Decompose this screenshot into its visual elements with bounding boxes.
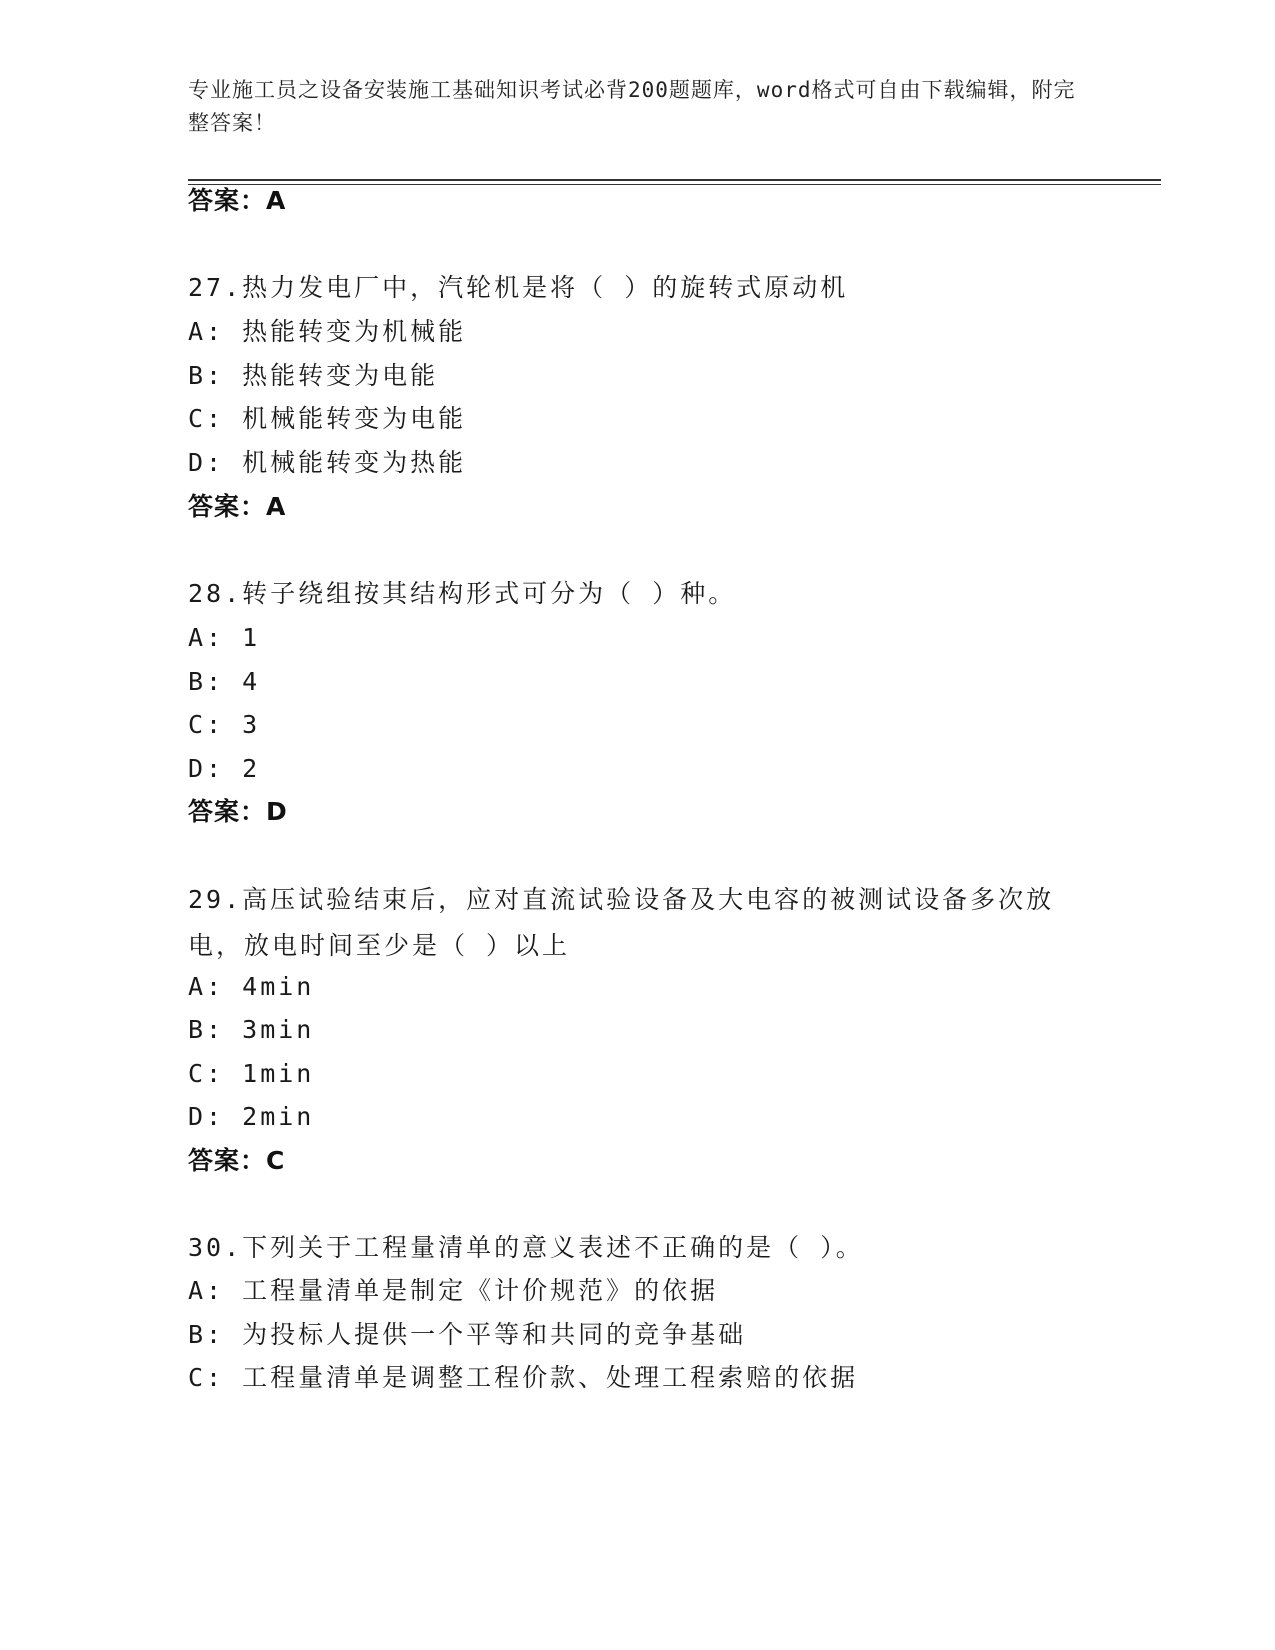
question-stem: 28.转子绕组按其结构形式可分为（ ）种。 (188, 579, 737, 608)
option-c: C: 1min (188, 1059, 315, 1088)
option-a: A: 1 (188, 623, 261, 652)
document-header: 专业施工员之设备安装施工基础知识考试必背200题题库，word格式可自由下载编辑，附完整答案！ (188, 78, 1076, 135)
header-divider (188, 179, 1161, 181)
answer-line: 答案：C (188, 1146, 286, 1175)
option-b: B: 4 (188, 667, 261, 696)
option-a: A: 热能转变为机械能 (188, 317, 467, 346)
option-d: D: 2min (188, 1102, 315, 1131)
option-b: B: 热能转变为电能 (188, 361, 439, 390)
answer-line: 答案：A (188, 492, 287, 521)
question-stem: 27.热力发电厂中，汽轮机是将（ ）的旋转式原动机 (188, 273, 849, 302)
option-a: A: 工程量清单是制定《计价规范》的依据 (188, 1276, 719, 1305)
option-c: C: 3 (188, 710, 261, 739)
question-stem: 30.下列关于工程量清单的意义表述不正确的是（ ）。 (188, 1233, 864, 1262)
answer-line: 答案：D (188, 797, 288, 826)
option-d: D: 2 (188, 754, 261, 783)
header-divider-thin (188, 184, 1161, 185)
question-stem: 29.高压试验结束后，应对直流试验设备及大电容的被测试设备多次放电，放电时间至少是（ ）以上 (188, 885, 1055, 960)
answer-line: 答案：A (188, 186, 287, 215)
option-b: B: 为投标人提供一个平等和共同的竞争基础 (188, 1320, 747, 1349)
option-c: C: 机械能转变为电能 (188, 404, 467, 433)
option-b: B: 3min (188, 1015, 315, 1044)
option-c: C: 工程量清单是调整工程价款、处理工程索赔的依据 (188, 1363, 859, 1392)
option-d: D: 机械能转变为热能 (188, 448, 467, 477)
option-a: A: 4min (188, 972, 315, 1001)
